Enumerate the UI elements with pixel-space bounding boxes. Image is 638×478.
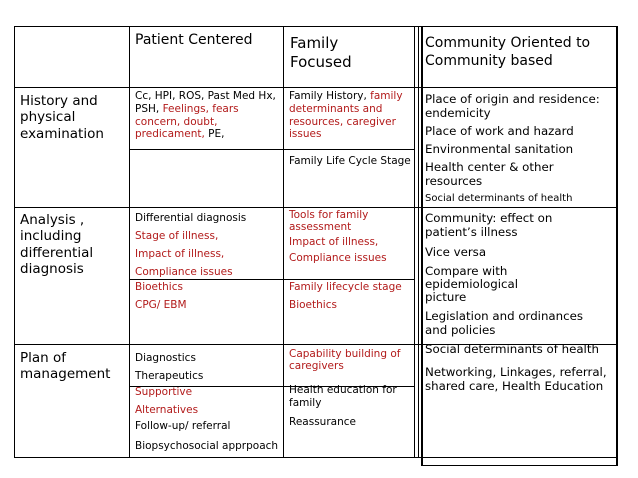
family-compliance: Compliance issues	[289, 252, 387, 264]
community-sdh: Social determinants of health	[425, 342, 599, 356]
family-tools-line2: assessment	[289, 221, 352, 234]
row-divider-history-sub	[129, 149, 415, 150]
row-header-plan	[20, 350, 110, 383]
family-history-label: Family History,	[289, 90, 371, 102]
community-box-right	[616, 26, 618, 466]
patient-cpg: CPG/ EBM	[135, 299, 187, 311]
row-history-line3: examination	[20, 125, 104, 142]
family-tools-line1: Tools for family	[289, 209, 369, 221]
family-history-line1	[289, 90, 403, 103]
family-history-line2: determinants and	[289, 102, 383, 115]
community-networking	[425, 366, 607, 394]
family-bioethics: Bioethics	[289, 299, 337, 311]
community-network-line1: Networking, Linkages, referral,	[425, 365, 607, 379]
family-health-ed-line2: family	[289, 396, 322, 409]
patient-pe: PE,	[208, 128, 225, 141]
patient-supportive: Supportive	[135, 386, 193, 398]
patient-compliance: Compliance issues	[135, 266, 233, 278]
family-history-line3: resources, caregiver	[289, 115, 396, 128]
community-sdh-small: Social determinants of health	[425, 193, 573, 204]
family-health-ed	[289, 384, 397, 410]
patient-impact: Impact of illness,	[135, 248, 225, 260]
family-lifecycle: Family Life Cycle Stage	[289, 155, 411, 167]
patient-biopsycho: Biopsychosocial apprpoach	[135, 440, 279, 452]
header-patient-centered: Patient Centered	[135, 32, 253, 48]
family-impact: Impact of illness,	[289, 236, 379, 248]
community-origin-line1: Place of origin and residence:	[425, 92, 600, 106]
header-community-line2: Community based	[425, 52, 553, 69]
community-origin-line2: endemicity	[425, 105, 491, 120]
patient-differential: Differential diagnosis	[135, 212, 247, 224]
patient-history-line1: Cc, HPI, ROS, Past Med Hx,	[135, 90, 276, 102]
header-family-line2: Focused	[290, 52, 352, 71]
patient-psh: PSH,	[135, 102, 163, 115]
col-divider-row-header	[129, 26, 130, 457]
family-health-ed-line1: Health education for	[289, 384, 397, 396]
table-top-border	[14, 26, 618, 27]
community-work: Place of work and hazard	[425, 124, 574, 138]
patient-history-line4	[135, 128, 276, 141]
col-divider-family-a	[414, 26, 415, 457]
community-origin	[425, 93, 600, 121]
col-divider-family-b	[418, 26, 419, 457]
community-network-line2: shared care, Health Education	[425, 378, 604, 393]
row-divider-analysis-sub	[129, 279, 415, 280]
family-capability	[289, 348, 400, 372]
family-capability-line2: caregivers	[289, 360, 344, 373]
patient-bioethics: Bioethics	[135, 281, 183, 293]
row-analysis-line2: including	[20, 228, 82, 245]
row-divider-header	[14, 87, 618, 88]
patient-alternatives: Alternatives	[135, 404, 199, 416]
community-legis-line2: and policies	[425, 322, 496, 337]
community-health-center	[425, 161, 554, 189]
community-effect	[425, 212, 552, 240]
community-legislation	[425, 310, 583, 338]
community-health-line2: resources	[425, 173, 483, 188]
community-health-line1: Health center & other	[425, 160, 554, 174]
header-community-line1: Community Oriented to	[425, 35, 591, 51]
row-divider-analysis	[14, 207, 618, 208]
row-history-line2: physical	[20, 109, 76, 126]
family-history-family: family	[370, 90, 403, 102]
patient-therapeutics: Therapeutics	[135, 370, 204, 382]
family-lifecycle-stage: Family lifecycle stage	[289, 281, 402, 293]
family-history-cell	[289, 90, 403, 141]
family-tools	[289, 209, 368, 233]
community-env: Environmental sanitation	[425, 142, 574, 156]
row-analysis-line4: diagnosis	[20, 261, 84, 278]
community-effect-line2: patient’s illness	[425, 224, 518, 239]
row-plan-line2: management	[20, 366, 111, 383]
row-history-line1: History and	[20, 93, 98, 109]
community-legis-line1: Legislation and ordinances	[425, 309, 584, 323]
header-family-focused	[290, 34, 352, 72]
community-compare-line2: epidemiological	[425, 276, 519, 291]
row-analysis-line3: differential	[20, 244, 94, 261]
patient-history-line3: concern, doubt,	[135, 115, 218, 128]
patient-predicament: predicament,	[135, 128, 209, 141]
header-community	[425, 35, 590, 70]
col-divider-left-edge	[14, 26, 15, 457]
community-vice-versa: Vice versa	[425, 245, 487, 259]
community-compare	[425, 265, 518, 304]
row-header-history	[20, 93, 104, 142]
header-family-line1: Family	[290, 34, 339, 52]
community-bottom-line	[421, 465, 617, 466]
row-analysis-line1: Analysis ,	[20, 212, 85, 228]
patient-history-cell	[135, 90, 276, 141]
community-box-left	[421, 26, 423, 466]
patient-history-line2	[135, 103, 276, 116]
family-reassurance: Reassurance	[289, 416, 356, 428]
community-compare-line1: Compare with	[425, 264, 508, 278]
col-divider-patient	[283, 26, 284, 457]
family-capability-line1: Capability building of	[289, 348, 401, 360]
row-plan-line1: Plan of	[20, 350, 67, 366]
community-effect-line1: Community: effect on	[425, 211, 553, 225]
row-header-analysis	[20, 212, 93, 278]
patient-stage: Stage of illness,	[135, 230, 219, 242]
patient-feelings: Feelings, fears	[162, 102, 239, 115]
community-compare-line3: picture	[425, 289, 467, 304]
patient-diagnostics: Diagnostics	[135, 352, 196, 364]
family-history-line4: issues	[289, 128, 322, 141]
patient-followup: Follow-up/ referral	[135, 420, 231, 432]
table-bottom-border	[14, 457, 618, 458]
